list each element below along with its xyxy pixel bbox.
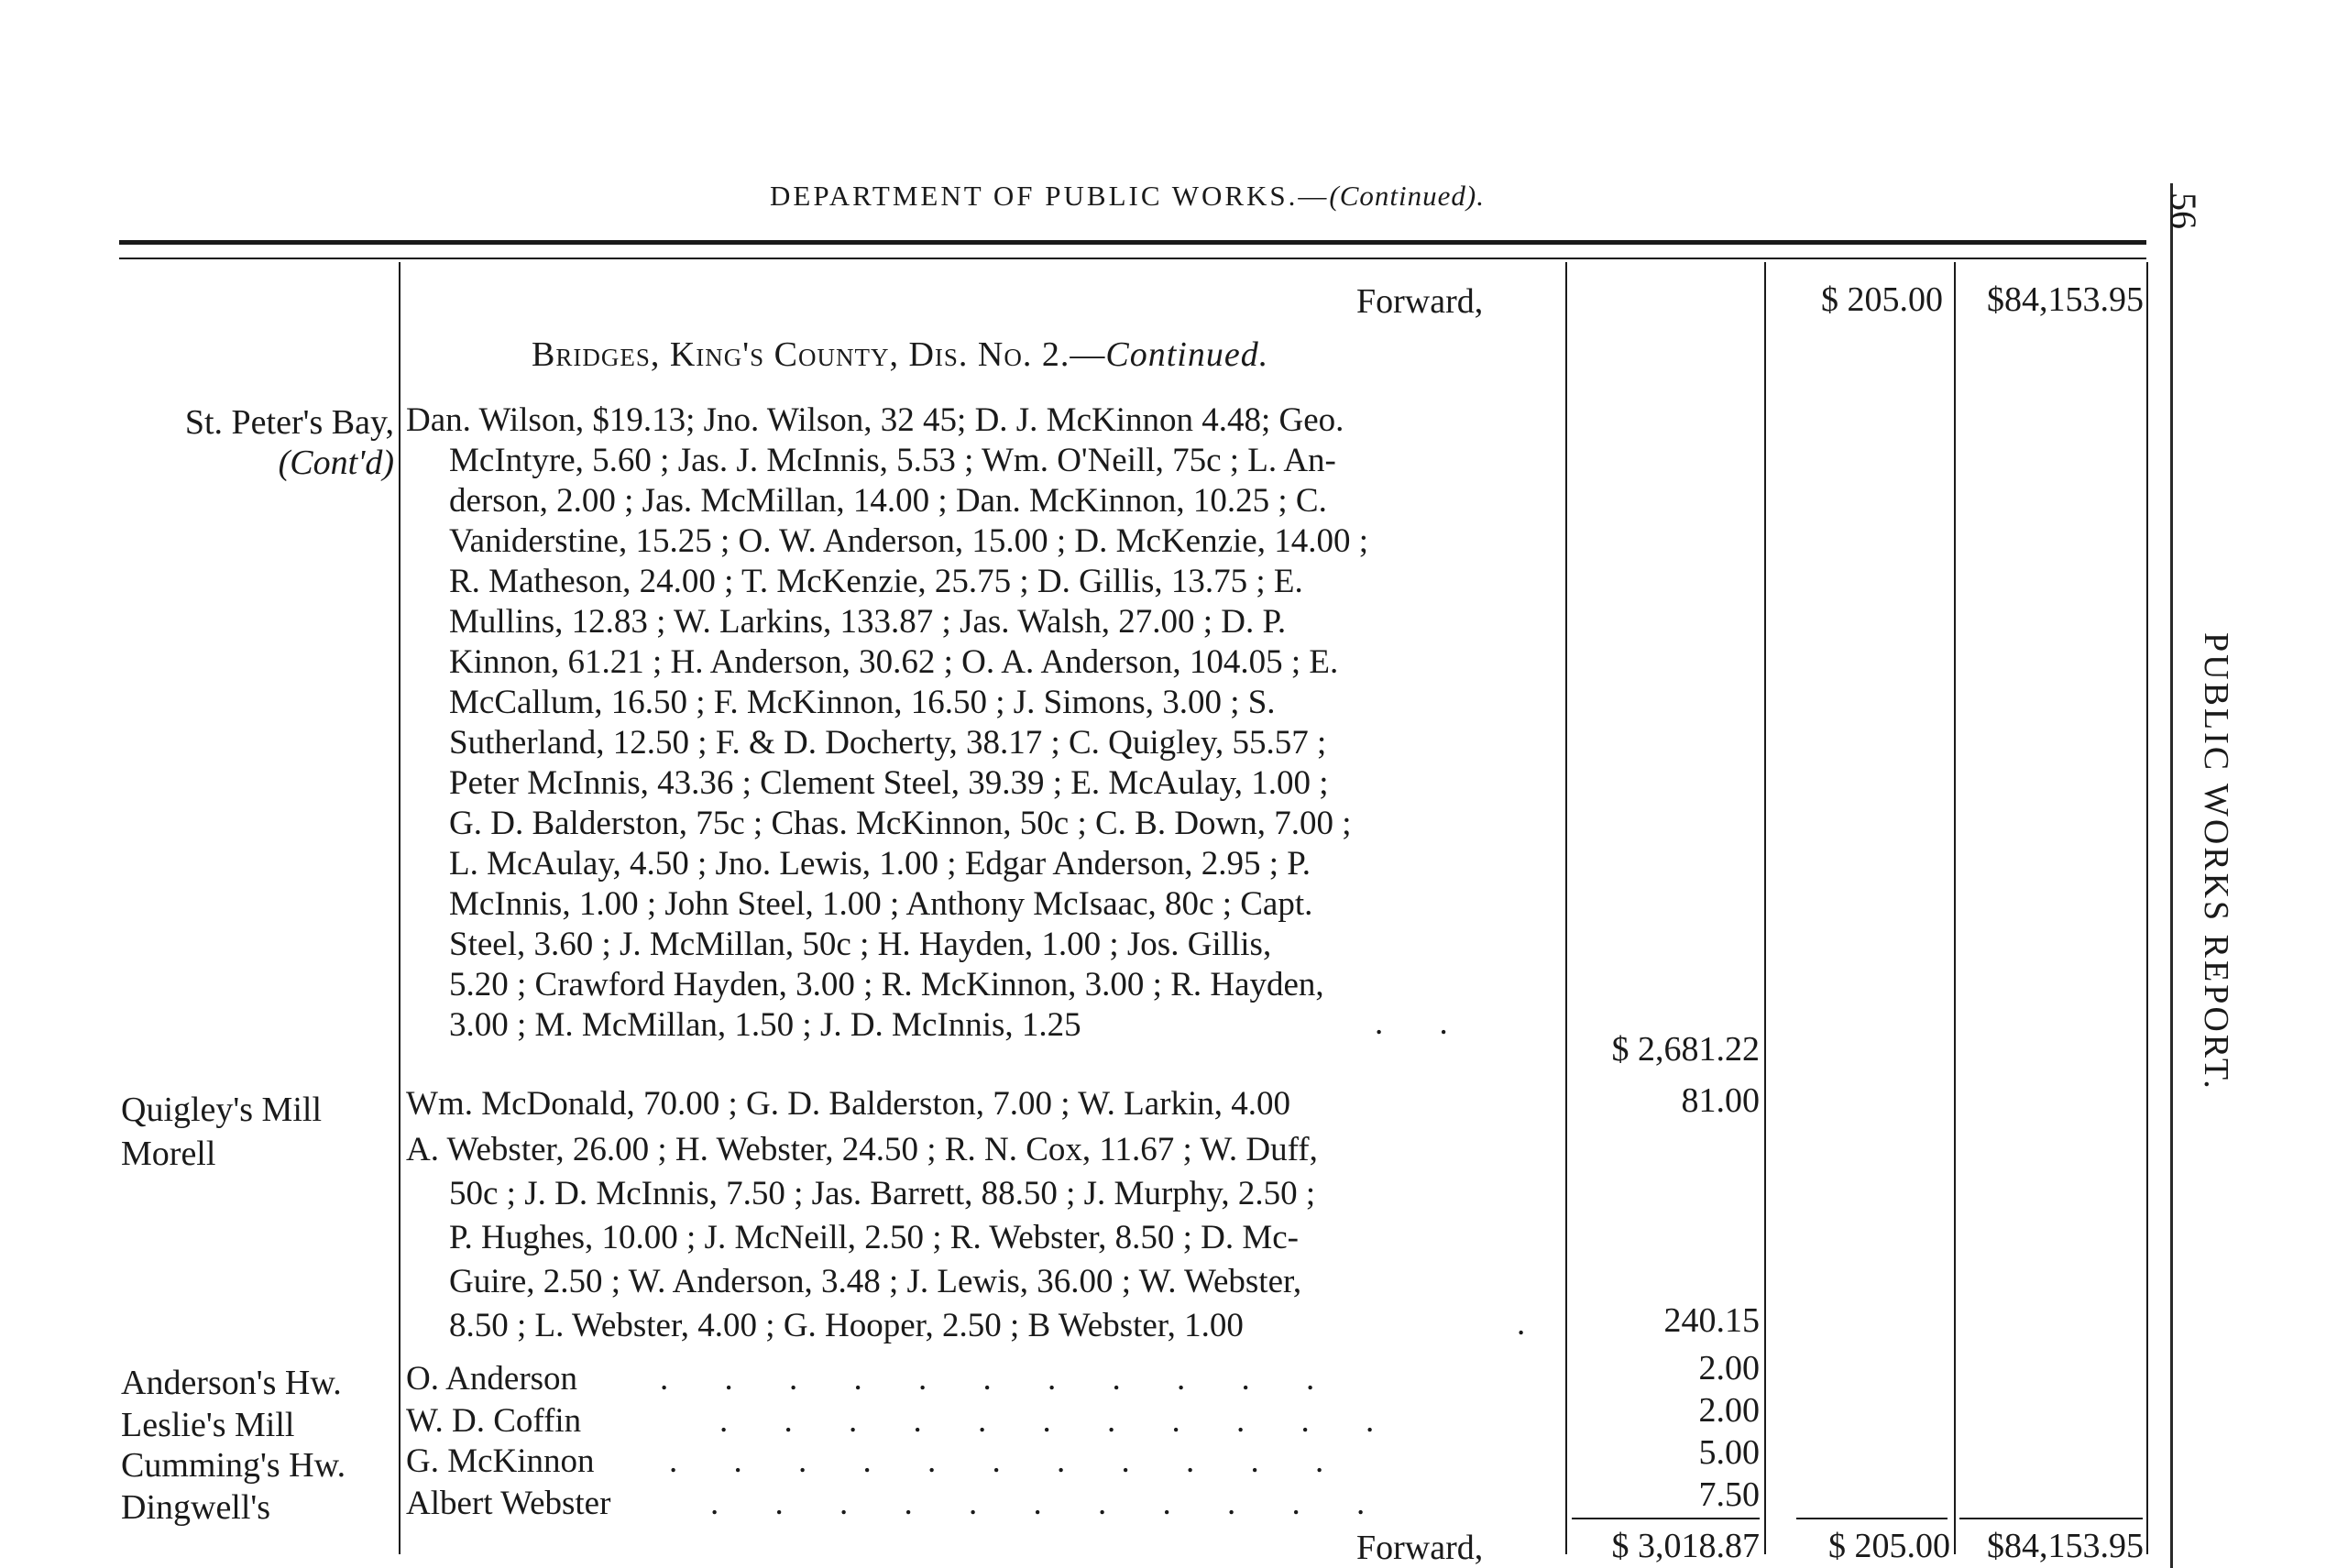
detail-line: Mullins, 12.83 ; W. Larkins, 133.87 ; Jas. Walsh, 27.00 ; D. P. xyxy=(449,603,1287,641)
entry-amount: $ 2,681.22 xyxy=(1611,1030,1760,1069)
detail-line: P. Hughes, 10.00 ; J. McNeill, 2.50 ; R. Webster, 8.50 ; D. Mc- xyxy=(449,1219,1300,1256)
detail-line: 5.20 ; Crawford Hayden, 3.00 ; R. McKinnon, 3.00 ; R. Hayden, xyxy=(449,966,1324,1003)
detail-line: Kinnon, 61.21 ; H. Anderson, 30.62 ; O. A. Anderson, 104.05 ; E. xyxy=(449,643,1339,681)
side-running-title: PUBLIC WORKS REPORT. xyxy=(2197,632,2235,1091)
forward-top-label: Forward, xyxy=(1356,282,1484,321)
entry-amount: 81.00 xyxy=(1681,1081,1760,1120)
section-title-continued: Continued. xyxy=(1105,335,1269,374)
detail-line: Vaniderstine, 15.25 ; O. W. Anderson, 15.00 ; D. McKenzie, 14.00 ; xyxy=(449,522,1368,560)
detail-line: Guire, 2.50 ; W. Anderson, 3.48 ; J. Lewis, 36.00 ; W. Webster, xyxy=(449,1263,1302,1300)
entry-amount: 2.00 xyxy=(1698,1391,1760,1430)
leader-dots: . . . . . . . . . . . xyxy=(719,1402,1399,1440)
entry-amount: 240.15 xyxy=(1663,1301,1760,1340)
detail-line: derson, 2.00 ; Jas. McMillan, 14.00 ; Dan. McKinnon, 10.25 ; C. xyxy=(449,482,1327,520)
detail-line: 50c ; J. D. McInnis, 7.50 ; Jas. Barrett, 88.50 ; J. Murphy, 2.50 ; xyxy=(449,1175,1316,1212)
entry-place: Leslie's Mill xyxy=(121,1406,295,1444)
detail-line: Sutherland, 12.50 ; F. & D. Docherty, 38.17 ; C. Quigley, 55.57 ; xyxy=(449,724,1327,762)
entry-place: Quigley's Mill xyxy=(121,1091,323,1129)
forward-bottom-label: Forward, xyxy=(1356,1529,1484,1567)
sum-rule-col3 xyxy=(1959,1518,2143,1519)
detail-line: A. Webster, 26.00 ; H. Webster, 24.50 ; R. N. Cox, 11.67 ; W. Duff, xyxy=(406,1131,1318,1168)
detail-line: 8.50 ; L. Webster, 4.00 ; G. Hooper, 2.50 ; B Webster, 1.00 xyxy=(449,1307,1244,1344)
page-number: 56 xyxy=(2163,192,2204,229)
leader-dots: . . . . . . . . . . . xyxy=(660,1360,1339,1398)
detail-line: McInnis, 1.00 ; John Steel, 1.00 ; Anthony McIsaac, 80c ; Capt. xyxy=(449,885,1313,923)
forward-bottom-col2: $ 205.00 xyxy=(1828,1527,1950,1565)
entry-place: Dingwell's xyxy=(121,1488,271,1527)
detail-line: R. Matheson, 24.00 ; T. McKenzie, 25.75 ; D. Gillis, 13.75 ; E. xyxy=(449,563,1303,600)
detail-line: O. Anderson xyxy=(406,1360,578,1398)
entry-amount: 5.00 xyxy=(1698,1433,1760,1472)
leader-dots: . . xyxy=(1375,1004,1472,1042)
header-title: DEPARTMENT OF PUBLIC WORKS.— xyxy=(770,180,1330,212)
header-continued: (Continued). xyxy=(1329,180,1485,212)
detail-line: McIntyre, 5.60 ; Jas. J. McInnis, 5.53 ; Wm. O'Neill, 75c ; L. An- xyxy=(449,442,1336,479)
sum-rule-col2 xyxy=(1796,1518,1948,1519)
column-divider-amount3 xyxy=(2146,262,2148,1554)
detail-line: Peter McInnis, 43.36 ; Clement Steel, 39.39 ; E. McAulay, 1.00 ; xyxy=(449,764,1329,802)
header-rule-thick xyxy=(119,240,2146,245)
leader-dots: . . . . . . . . . . . xyxy=(710,1485,1389,1522)
page-header xyxy=(119,180,2135,213)
detail-line: L. McAulay, 4.50 ; Jno. Lewis, 1.00 ; Edgar Anderson, 2.95 ; P. xyxy=(449,845,1311,883)
column-divider-amount2 xyxy=(1954,262,1956,1554)
detail-line: W. D. Coffin xyxy=(406,1402,582,1440)
entry-amount: 2.00 xyxy=(1698,1349,1760,1387)
forward-bottom-col1: $ 3,018.87 xyxy=(1611,1527,1760,1565)
entry-place: St. Peter's Bay, xyxy=(184,403,394,442)
column-divider-amount1 xyxy=(1764,262,1766,1554)
entry-amount: 7.50 xyxy=(1698,1475,1760,1514)
detail-line: 3.00 ; M. McMillan, 1.50 ; J. D. McInnis, 1.25 xyxy=(449,1006,1081,1044)
detail-line: Albert Webster xyxy=(406,1485,611,1522)
header-rule-thin xyxy=(119,258,2146,259)
entry-place-continued: (Cont'd) xyxy=(278,444,394,482)
detail-line: Dan. Wilson, $19.13; Jno. Wilson, 32 45; D. J. McKinnon 4.48; Geo. xyxy=(406,401,1344,439)
entry-place: Anderson's Hw. xyxy=(121,1364,342,1402)
entry-place: Cumming's Hw. xyxy=(121,1446,346,1485)
page-right-border xyxy=(2170,183,2173,1568)
sum-rule-col1 xyxy=(1572,1518,1760,1519)
leader-dots: . xyxy=(1517,1305,1550,1343)
entry-place: Morell xyxy=(121,1135,216,1173)
detail-line: G. McKinnon xyxy=(406,1442,595,1480)
forward-bottom-col3: $84,153.95 xyxy=(1987,1527,2144,1565)
section-title xyxy=(532,337,1268,372)
forward-top-col2: $ 205.00 xyxy=(1821,280,1943,319)
forward-top-col3: $84,153.95 xyxy=(1987,280,2144,319)
section-title-text: Bridges, King's County, Dis. No. 2.— xyxy=(532,335,1106,374)
detail-line: Wm. McDonald, 70.00 ; G. D. Balderston, 7.00 ; W. Larkin, 4.00 xyxy=(406,1085,1290,1123)
column-divider-place xyxy=(399,262,400,1554)
detail-line: McCallum, 16.50 ; F. McKinnon, 16.50 ; J. Simons, 3.00 ; S. xyxy=(449,684,1276,721)
column-divider-detail xyxy=(1565,262,1567,1554)
detail-line: Steel, 3.60 ; J. McMillan, 50c ; H. Hayden, 1.00 ; Jos. Gillis, xyxy=(449,926,1272,963)
detail-line: G. D. Balderston, 75c ; Chas. McKinnon, 50c ; C. B. Down, 7.00 ; xyxy=(449,805,1352,842)
leader-dots: . . . . . . . . . . . xyxy=(669,1442,1348,1480)
